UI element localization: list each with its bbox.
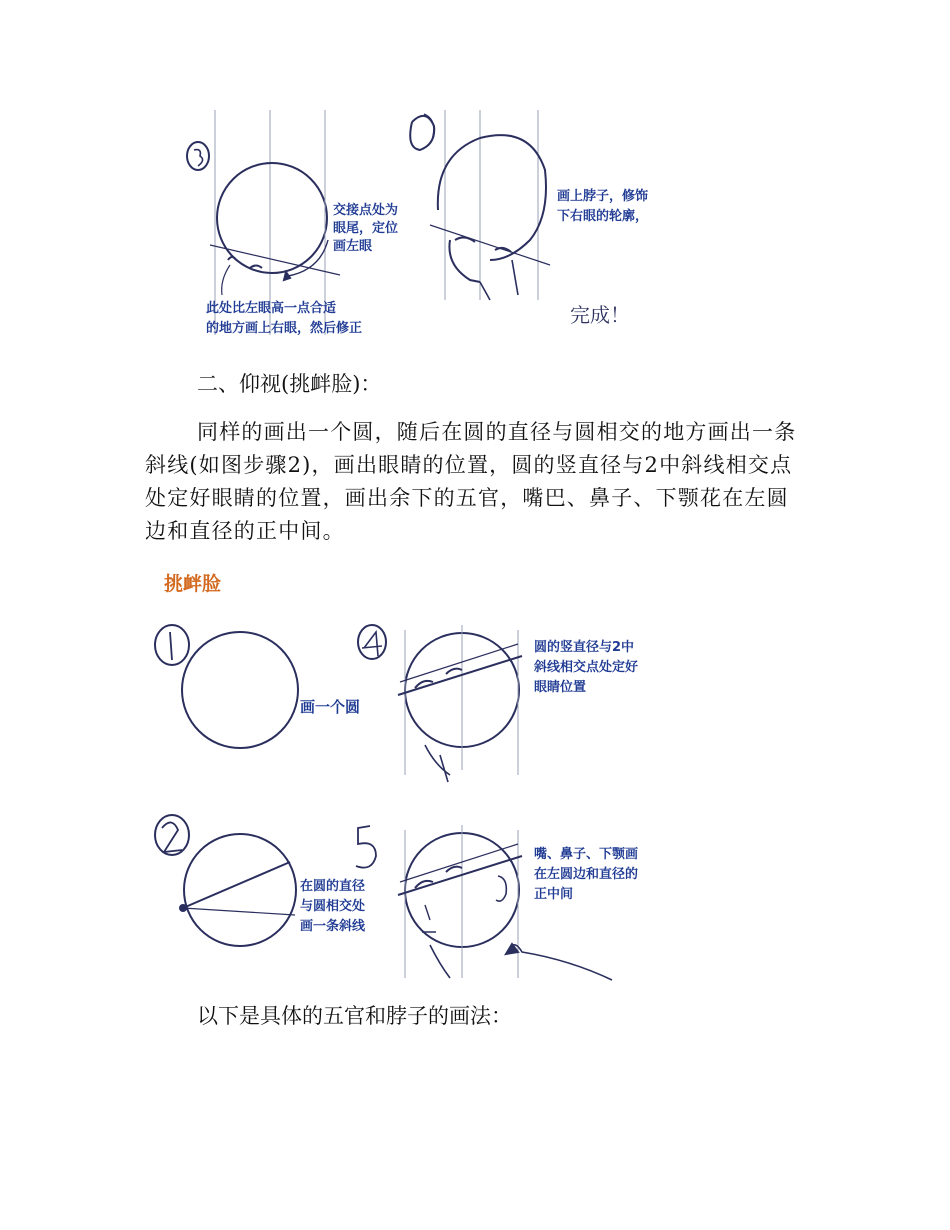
step4-note-line1: 圆的竖直径与2中 (534, 640, 635, 655)
step4-note-line3: 眼睛位置 (534, 680, 587, 695)
step6-note-line1: 画上脖子，修饰 (557, 189, 649, 204)
step2-note-line1: 在圆的直径 (300, 879, 366, 894)
figure-bottom-provocative-face (150, 560, 680, 985)
figure-title: 挑衅脸 (164, 573, 222, 595)
step2-note-line3: 画一条斜线 (300, 919, 366, 934)
step1-note: 画一个圆 (300, 698, 361, 716)
step5-note-line2: 在左圆边和直径的 (534, 867, 639, 882)
step2-note-line2: 与圆相交处 (300, 899, 366, 914)
step3-note-line1: 交接点处为 (333, 203, 399, 218)
step4-note-line2: 斜线相交点处定好 (534, 660, 639, 675)
figure-top-steps-3-6 (150, 100, 690, 345)
step3-note-line2: 眼尾，定位 (333, 221, 399, 236)
done-text: 完成！ (570, 303, 630, 327)
step6-note-line2: 下右眼的轮廓， (557, 209, 649, 224)
figure-bottom-drawing (150, 560, 680, 985)
figure-top-drawing (150, 100, 690, 345)
section-heading: 二、仰视(挑衅脸)： (197, 372, 382, 396)
bottom-note-line1: 此处比左眼高一点合适 (206, 301, 337, 316)
bottom-note-line2: 的地方画上右眼，然后修正 (206, 321, 363, 336)
step3-note-line3: 画左眼 (333, 239, 373, 254)
body-paragraph: 同样的画出一个圆，随后在圆的直径与圆相交的地方画出一条斜线(如图步骤2)，画出眼睛的位置，圆的竖直径与2中斜线相交点处定好眼睛的位置，画出余下的五官，嘴巴、鼻子、下颚花在左圆边和直径的正中间。 (145, 420, 797, 543)
footer-line: 以下是具体的五官和脖子的画法： (197, 1004, 512, 1028)
step5-note-line1: 嘴、鼻子、下颚画 (534, 847, 639, 862)
step5-note-line3: 正中间 (534, 887, 574, 902)
